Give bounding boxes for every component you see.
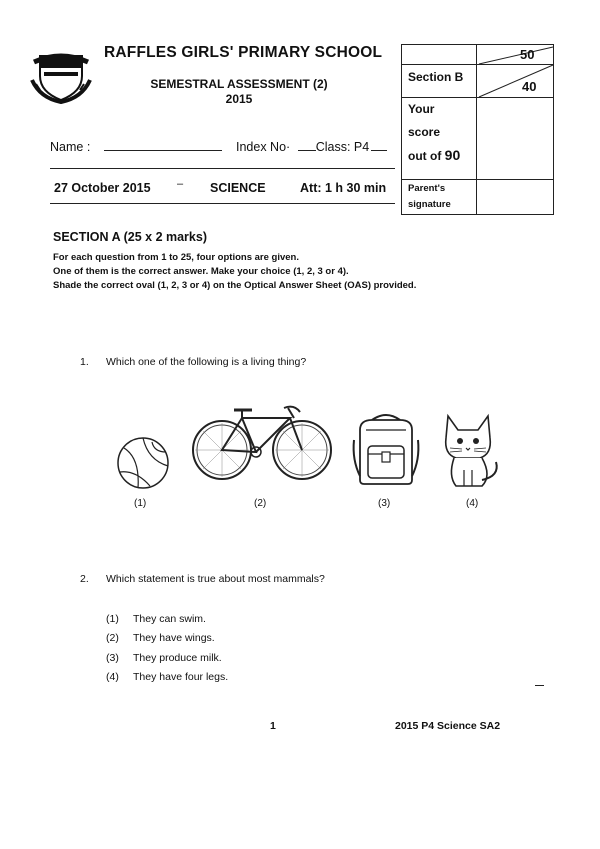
your-label: Your bbox=[408, 102, 435, 116]
exam-duration: Att: 1 h 30 min bbox=[300, 181, 387, 195]
name-blank bbox=[104, 139, 222, 151]
section-b-label: Section B bbox=[408, 70, 464, 84]
q2-option-2-label: (2) bbox=[106, 632, 119, 644]
option-2-label: (2) bbox=[254, 498, 267, 509]
q2-option-1-text: They can swim. bbox=[133, 613, 206, 625]
assessment-year: 2015 bbox=[225, 92, 253, 106]
option-4-label: (4) bbox=[466, 498, 479, 509]
school-name: RAFFLES GIRLS' PRIMARY SCHOOL bbox=[104, 44, 383, 61]
score-diagonal-lines bbox=[477, 45, 554, 98]
question-1-number: 1. bbox=[80, 356, 89, 368]
option-3-label: (3) bbox=[378, 498, 391, 509]
class-label: Class: P4 bbox=[315, 140, 370, 154]
ball-icon bbox=[116, 436, 170, 495]
signature-label: signature bbox=[408, 199, 451, 210]
section-b-marks-value: 40 bbox=[522, 79, 537, 94]
parents-label: Parent's bbox=[408, 183, 446, 194]
q2-option-4-text: They have four legs. bbox=[133, 671, 229, 683]
instruction-line-2: One of them is the correct answer. Make your choice (1, 2, 3 or 4). bbox=[53, 266, 349, 277]
school-crest-icon bbox=[30, 40, 92, 104]
assessment-title: SEMESTRAL ASSESSMENT (2) bbox=[150, 77, 328, 91]
q2-option-3-text: They produce milk. bbox=[133, 652, 222, 664]
margin-dash-mark bbox=[535, 685, 544, 686]
exam-date: 27 October 2015 bbox=[54, 181, 151, 195]
kitten-icon bbox=[440, 410, 504, 495]
name-label: Name : bbox=[50, 140, 91, 154]
class-blank bbox=[371, 139, 387, 151]
index-blank bbox=[298, 139, 316, 151]
question-2-text: Which statement is true about most mammals? bbox=[106, 573, 325, 585]
q2-option-3-label: (3) bbox=[106, 652, 119, 664]
bicycle-icon bbox=[190, 402, 334, 487]
total-marks-value: 50 bbox=[520, 47, 535, 62]
score-label: score bbox=[408, 125, 441, 139]
backpack-icon bbox=[350, 410, 422, 491]
out-of-label: out of 90 bbox=[408, 147, 461, 163]
index-label: Index No· bbox=[236, 140, 291, 154]
q2-option-4-label: (4) bbox=[106, 671, 119, 683]
instruction-line-1: For each question from 1 to 25, four options are given. bbox=[53, 252, 299, 263]
page-number: 1 bbox=[270, 720, 276, 732]
question-1-text: Which one of the following is a living thing? bbox=[106, 356, 307, 368]
section-a-heading: SECTION A (25 x 2 marks) bbox=[53, 230, 207, 244]
exam-subject: SCIENCE bbox=[210, 181, 266, 195]
score-table bbox=[401, 44, 554, 215]
document-code: 2015 P4 Science SA2 bbox=[395, 720, 501, 732]
index-field-row bbox=[236, 139, 387, 154]
dash-mark: – bbox=[177, 178, 184, 190]
q2-option-1-label: (1) bbox=[106, 613, 119, 625]
question-2-number: 2. bbox=[80, 573, 89, 585]
name-field-row bbox=[50, 139, 222, 154]
header-divider-1 bbox=[50, 168, 395, 169]
instruction-line-3: Shade the correct oval (1, 2, 3 or 4) on the Optical Answer Sheet (OAS) provided. bbox=[53, 280, 417, 291]
q2-option-2-text: They have wings. bbox=[133, 632, 215, 644]
header-divider-2 bbox=[50, 203, 395, 204]
option-1-label: (1) bbox=[134, 498, 147, 509]
